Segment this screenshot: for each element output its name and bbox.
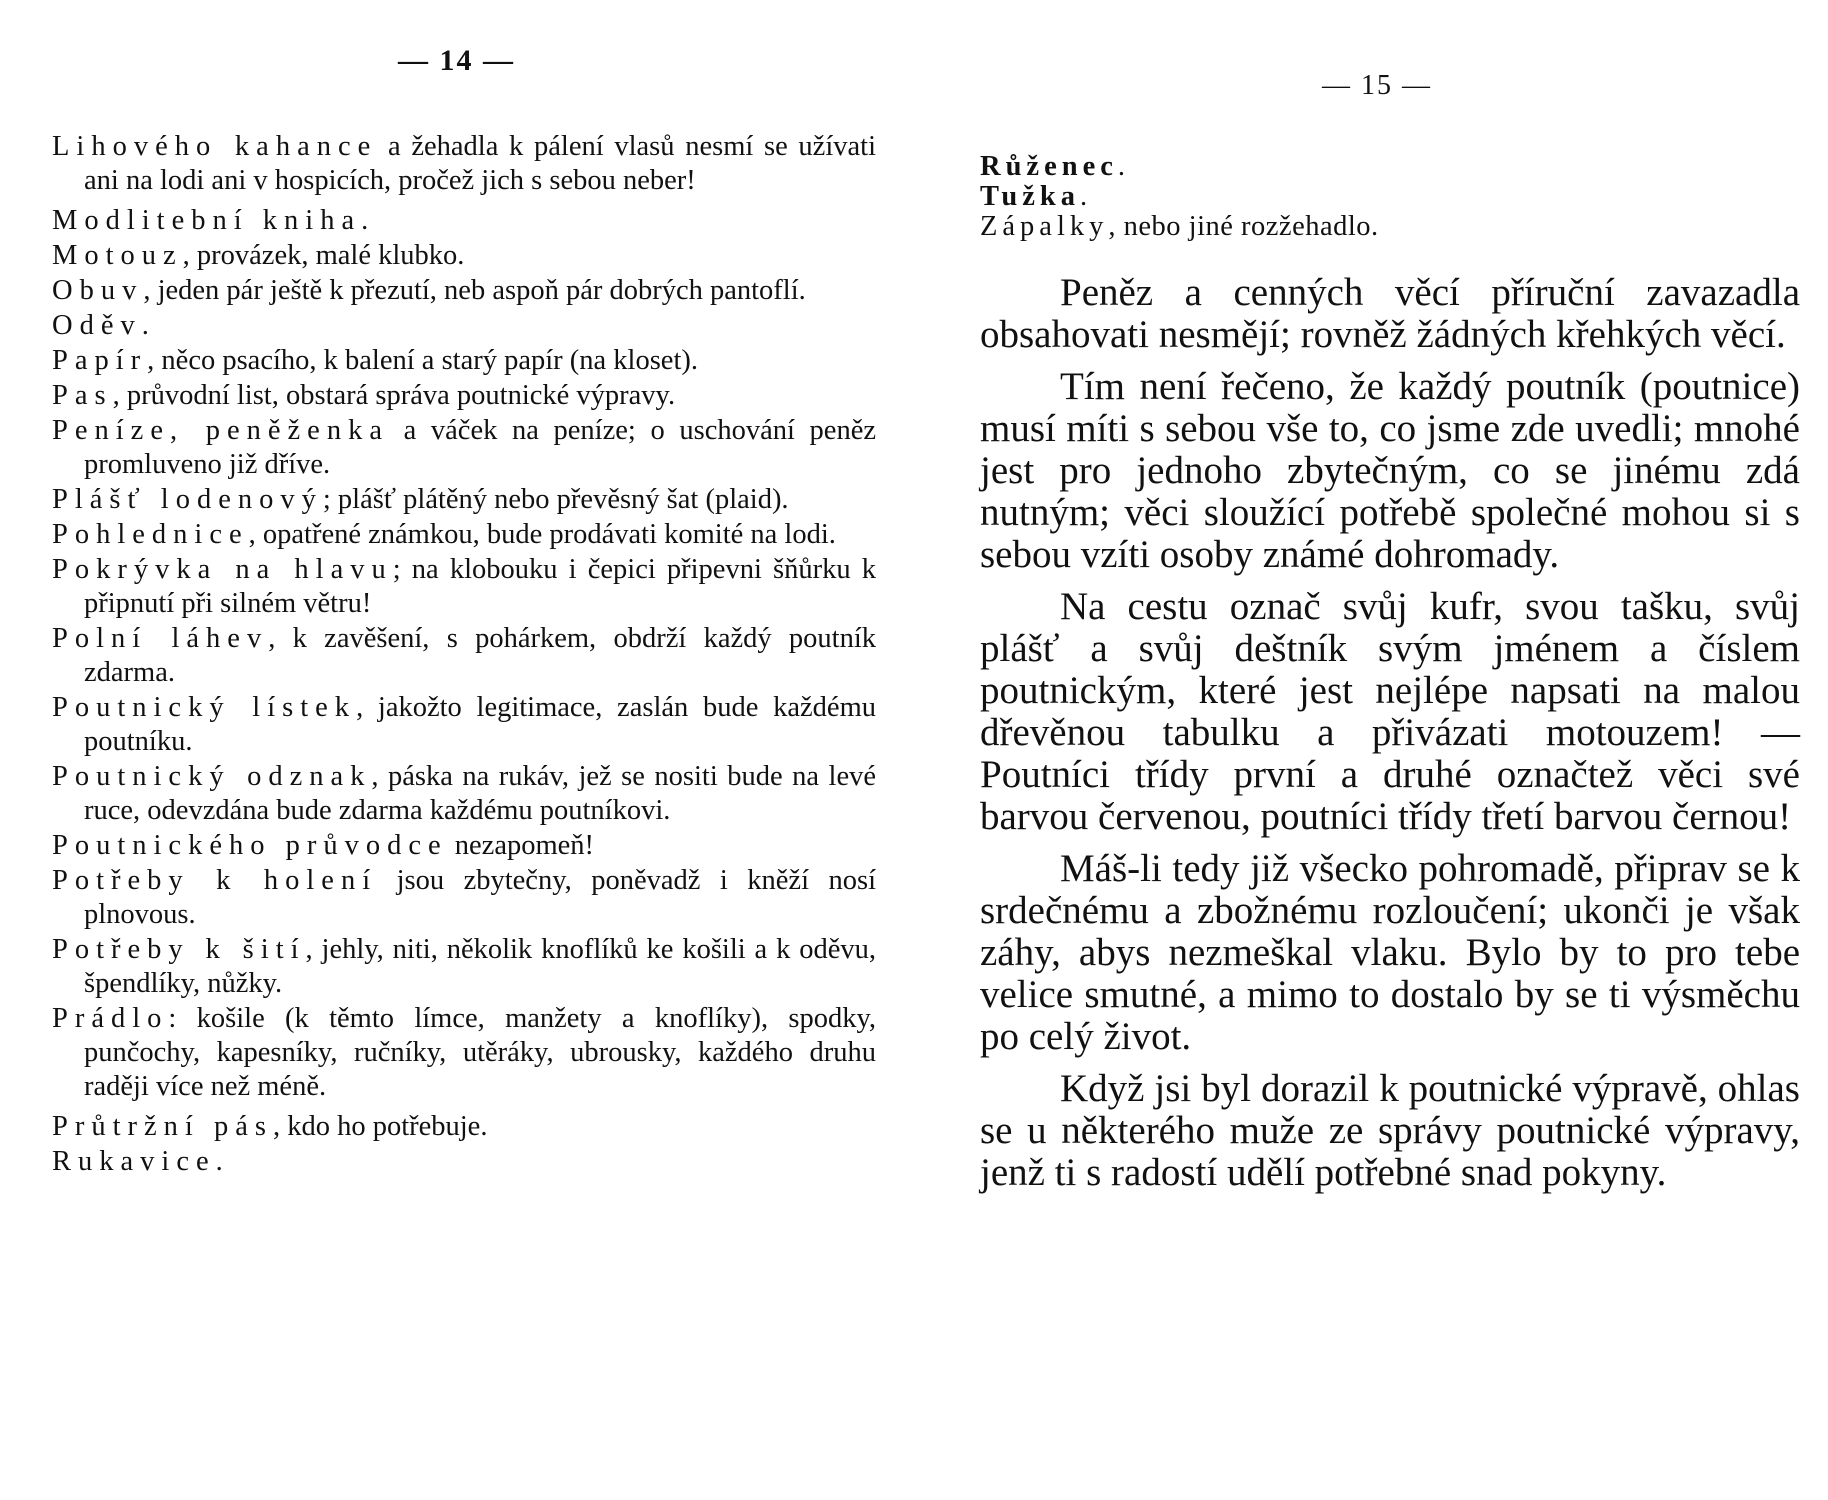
- list-entry: [980, 212, 1800, 242]
- entry-text: , kdo ho potřebuje.: [272, 1111, 488, 1142]
- entry-keyword: Pokrývka na hlavu: [52, 554, 393, 585]
- left-page-number: — 14 —: [398, 44, 515, 77]
- entry-keyword: Prádlo: [52, 1003, 169, 1034]
- entry-text: , jeden pár ještě k přezutí, neb aspoň pár dobrých pantoflí.: [143, 275, 806, 306]
- entry-text: .: [1080, 181, 1088, 212]
- list-entry: [52, 518, 876, 552]
- entry-text: , nebo jiné rozžehadlo.: [1108, 211, 1379, 242]
- entry-keyword: Potřeby k holení: [52, 865, 378, 896]
- entry-text: ; plášť plátěný nebo převěsný šat (plaid).: [322, 484, 789, 515]
- list-entry: [52, 864, 876, 932]
- right-page-column: [980, 152, 1800, 1194]
- entry-text: ; na klobouku i čepici připevni šňůrku k připnutí při silném větru!: [84, 554, 876, 619]
- entry-keyword: Papír: [52, 345, 148, 376]
- entry-text: .: [361, 205, 369, 236]
- list-entry: [52, 829, 876, 863]
- entry-text: , páska na rukáv, jež se nositi bude na levé ruce, odevzdána bude zdarma každému poutníkovi.: [84, 761, 876, 826]
- list-entry: [52, 344, 876, 378]
- entry-keyword: Potřeby k šití: [52, 934, 306, 965]
- entry-text: jsou zbytečny, poněvadž i kněží nosí plnovous.: [84, 865, 876, 930]
- entry-keyword: Pas: [52, 380, 113, 411]
- left-page-column: [52, 130, 876, 1179]
- entry-text: .: [215, 1146, 223, 1177]
- entry-keyword: Motouz: [52, 240, 183, 271]
- entry-keyword: Poutnický odznak: [52, 761, 372, 792]
- entry-keyword: Obuv: [52, 275, 144, 306]
- list-entry: [980, 152, 1800, 182]
- entry-text: , průvodní list, obstará správa poutnické výpravy.: [112, 380, 676, 411]
- entry-text: : košile (k těmto límce, manžety a knoflíky), spodky, punčochy, kapesníky, ručníky, utěráky, ubrousky, každého druhu raději více než méně.: [84, 1003, 876, 1102]
- paragraph: Máš-li tedy již všecko pohromadě, připrav se k srdečnému a zbožnému rozloučení; ukonči je však záhy, abys nezmeškal vlaku. Bylo by to pro tebe velice smutné, a mimo to dostalo by se ti výsměchu po celý život.: [980, 847, 1800, 1058]
- entry-keyword: Peníze, peněženka: [52, 415, 389, 446]
- list-entry: [52, 1110, 876, 1144]
- list-entry: [52, 274, 876, 308]
- paragraph: Tím není řečeno, že každý poutník (poutnice) musí míti s sebou vše to, co jsme zde uvedli; mnohé jest pro jednoho zbytečným, co se jinému zdá nutným; věci sloužící potřebě společné mohou si s sebou vzíti osoby známé dohromady.: [980, 365, 1800, 576]
- entry-keyword: Zápalky: [980, 211, 1109, 242]
- entry-text: , k zavěšení, s pohárkem, obdrží každý poutník zdarma.: [84, 623, 876, 688]
- entry-text: , něco psacího, k balení a starý papír (na kloset).: [147, 345, 698, 376]
- list-entry: [52, 691, 876, 759]
- list-entry: [52, 414, 876, 482]
- list-entry: [52, 483, 876, 517]
- list-entry: [52, 379, 876, 413]
- entry-keyword: Poutnický lístek: [52, 692, 357, 723]
- list-entry: [52, 309, 876, 343]
- list-entry: [52, 130, 876, 198]
- entry-keyword: Oděv: [52, 310, 142, 341]
- entry-keyword: Poutnického průvodce: [52, 830, 448, 861]
- entry-text: .: [141, 310, 149, 341]
- entry-keyword: Růženec: [980, 151, 1118, 182]
- list-entry: [52, 760, 876, 828]
- list-entry: [52, 1002, 876, 1104]
- entry-text: , jakožto legitimace, zaslán bude každému poutníku.: [84, 692, 876, 757]
- list-entry: [52, 204, 876, 238]
- right-page-number: — 15 —: [1322, 70, 1432, 101]
- list-entry: [52, 622, 876, 690]
- entry-text: a váček na peníze; o uschování peněz promluveno již dříve.: [84, 415, 876, 480]
- list-entry: [52, 1145, 876, 1179]
- paragraph: Když jsi byl dorazil k poutnické výpravě, ohlas se u některého muže ze správy poutnické výpravy, jenž ti s radostí udělí potřebné snad pokyny.: [980, 1067, 1800, 1194]
- list-entry: [980, 182, 1800, 212]
- entry-text: , jehly, niti, několik knoflíků ke košili a k oděvu, špendlíky, nůžky.: [84, 934, 876, 999]
- entry-keyword: Rukavice: [52, 1146, 216, 1177]
- entry-text: .: [1117, 151, 1126, 182]
- list-entry: [52, 553, 876, 621]
- list-entry: [52, 239, 876, 273]
- entry-keyword: Modlitební kniha: [52, 205, 362, 236]
- entry-keyword: Lihového kahance: [52, 131, 378, 162]
- entry-keyword: Polní láhev: [52, 623, 269, 654]
- list-entry: [52, 933, 876, 1001]
- entry-text: nezapomeň!: [447, 830, 595, 861]
- entry-keyword: Průtržní pás: [52, 1111, 273, 1142]
- entry-keyword: Tužka: [980, 181, 1080, 212]
- entry-text: , opatřené známkou, bude prodávati komité na lodi.: [248, 519, 836, 550]
- paragraph: Peněz a cenných věcí příruční zavazadla obsahovati nesmějí; rovněž žádných křehkých věcí.: [980, 271, 1800, 356]
- entry-keyword: Pohlednice: [52, 519, 249, 550]
- entry-keyword: Plášť lodenový: [52, 484, 323, 515]
- paragraph: Na cestu označ svůj kufr, svou tašku, svůj plášť a svůj deštník svým jménem a číslem poutnickým, které jest nejlépe napsati na malou dřevěnou tabulku a přivázati motouzem! — Poutníci třídy první a druhé označtež věci své barvou červenou, poutníci třídy třetí barvou černou!: [980, 585, 1800, 838]
- entry-text: a žehadla k pálení vlasů nesmí se užívati ani na lodi ani v hospicích, pročež jich s sebou neber!: [84, 131, 876, 196]
- entry-text: , provázek, malé klubko.: [182, 240, 465, 271]
